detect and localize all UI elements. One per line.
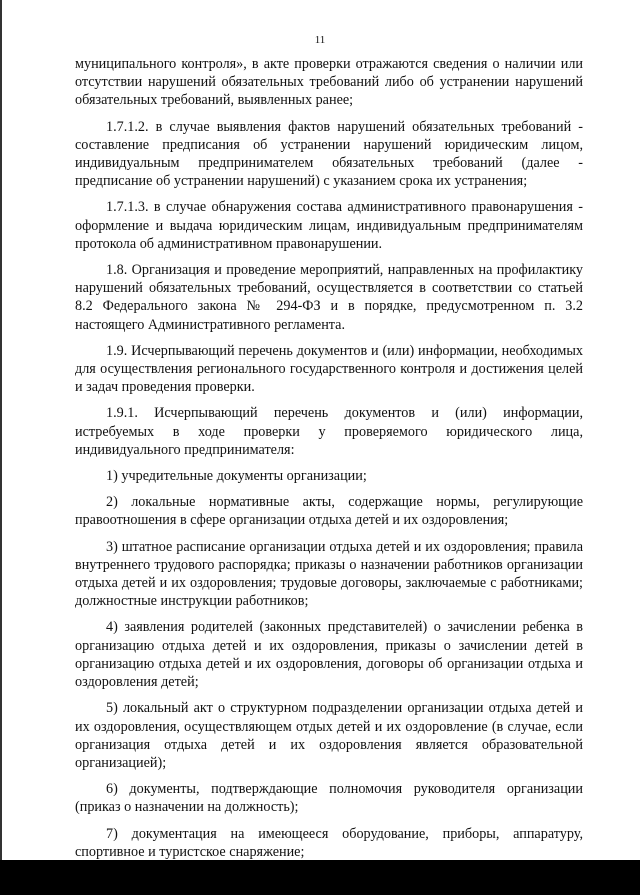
list-item-2: 2) локальные нормативные акты, содержащие нормы, регулирующие правоотношения в сфере организации отдыха детей и их оздоровления; [75,494,583,529]
paragraph-continuation: муниципального контроля», в акте проверки отражаются сведения о наличии или отсутствии нарушений обязательных требований либо об устранении нарушений обязательных требований, выявленных ранее; [75,56,583,109]
list-item-1: 1) учредительные документы организации; [106,468,367,485]
paragraph-1-7-1-2: 1.7.1.2. в случае выявления фактов нарушений обязательных требований - составление предписания об устранении нарушений юридическим лицом, индивидуальным предпринимателем обязательных требований (далее - предписание об устранении нарушений) с указанием срока их устранения; [75,118,583,190]
page-number: 11 [314,34,326,46]
list-item-4: 4) заявления родителей (законных представителей) о зачислении ребенка в организацию отдыха детей и их оздоровления, приказы о зачислении детей в организацию отдыха детей и их оздоровления, договоры об организации отдыха и оздоровления детей; [75,619,583,691]
paragraph-1-8: 1.8. Организация и проведение мероприятий, направленных на профилактику нарушений обязательных требований, осуществляется в соответствии со статьей 8.2 Федерального закона № 294-ФЗ и в порядке, предусмотренном п. 3.2 настоящего Административного регламента. [75,262,583,333]
paragraph-1-7-1-3: 1.7.1.3. в случае обнаружения состава административного правонарушения - оформление и выдача юридическим лицам, индивидуальным предпринимателям протокола об административном правонарушении. [75,199,583,252]
scan-bottom-border [0,860,640,895]
paragraph-1-9: 1.9. Исчерпывающий перечень документов и (или) информации, необходимых для осуществления регионального государственного контроля и достижения целей и задач проведения проверки. [75,342,583,396]
list-item-5: 5) локальный акт о структурном подразделении организации отдыха детей и их оздоровления, осуществляющем отдых детей и их оздоровление (в случае, если организация отдыха детей и их оздоровления является образовательной организацией); [75,700,583,771]
paragraph-1-9-1: 1.9.1. Исчерпывающий перечень документов и (или) информации, истребуемых в ходе проверки у проверяемого юридического лица, индивидуального предпринимателя: [75,405,583,458]
document-body [75,55,583,869]
list-item-6: 6) документы, подтверждающие полномочия руководителя организации (приказ о назначении на должность); [75,781,583,816]
list-item-7: 7) документация на имеющееся оборудование, приборы, аппаратуру, спортивное и туристское снаряжение; [75,825,583,860]
list-item-3: 3) штатное расписание организации отдыха детей и их оздоровления; правила внутреннего трудового распорядка; приказы о назначении работников организации отдыха детей и их оздоровления; трудовые договоры, заключаемые с работниками; должностные инструкции работников; [75,538,583,610]
